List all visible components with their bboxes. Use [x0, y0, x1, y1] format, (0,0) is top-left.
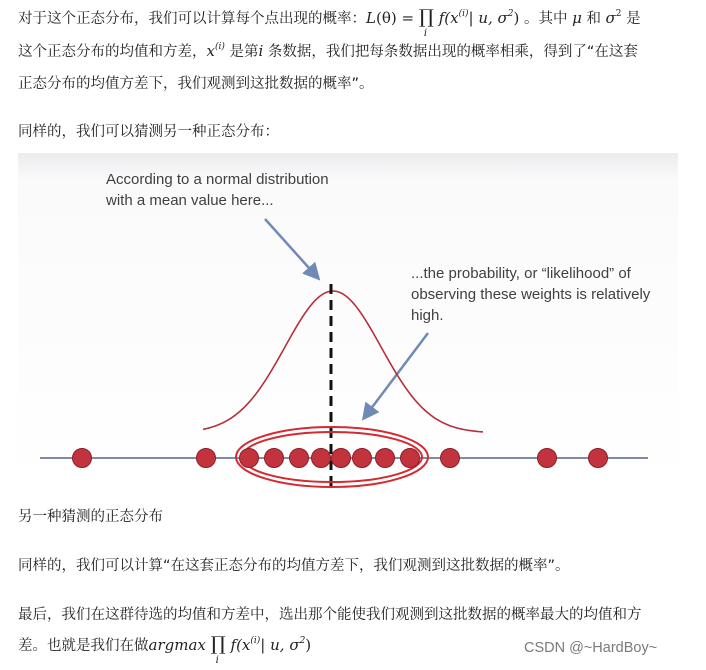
figure-caption: 另一种猜测的正态分布 — [18, 509, 163, 525]
annotation-mean: According to a normal distribution — [106, 171, 329, 188]
data-point — [376, 449, 395, 468]
paragraph-1-line-3: 正态分布的均值方差下，我们观测到这批数据的概率”。 — [18, 76, 374, 92]
likelihood-formula: L(θ) = ∏ i $f(x^{(i)}|$ u, $\sigma^2$) — [366, 6, 520, 39]
normal-distribution-figure — [18, 153, 678, 490]
annotation-likelihood-line-3: high. — [411, 307, 444, 324]
data-point — [401, 449, 420, 468]
paragraph-4-line-1: 最后，我们在这群待选的均值和方差中，选出那个能使我们观测到这批数据的概率最大的均值和方 — [18, 607, 642, 623]
paragraph-1-line-2: 这个正态分布的均值和方差，$x^{(i)}$ 是第i 条数据，我们把每条数据出现的概率相乘，得到了“在这套 — [18, 42, 638, 60]
paragraph-1-line-1: 对于这个正态分布，我们可以计算每个点出现的概率：L(θ) = ∏ i $f(x^{(i)}|$ u, $\sigma^2$) 。其中 μ 和 $\sigma^2$ 是 — [18, 6, 641, 39]
data-point — [589, 449, 608, 468]
data-point — [265, 449, 284, 468]
data-point — [312, 449, 331, 468]
paragraph-3: 同样的，我们可以计算“在这套正态分布的均值方差下，我们观测到这批数据的概率”。 — [18, 558, 570, 574]
data-point — [441, 449, 460, 468]
annotation-likelihood: ...the probability, or “likelihood” of — [411, 265, 631, 282]
annotation-likelihood-line-2: observing these weights is relatively — [411, 286, 651, 303]
data-point — [73, 449, 92, 468]
csdn-watermark: CSDN @~HardBoy~ — [524, 640, 658, 656]
data-point — [290, 449, 309, 468]
data-point — [538, 449, 557, 468]
data-point — [353, 449, 372, 468]
argmax-formula: argmax ∏ i $f(x^{(i)}|$ u, $\sigma^2$) — [148, 633, 312, 666]
data-point — [240, 449, 259, 468]
annotation-mean-line-2: with a mean value here... — [106, 192, 274, 209]
data-point — [197, 449, 216, 468]
paragraph-4-line-2: 差。也就是我们在做argmax ∏ i $f(x^{(i)}|$ u, $\sigma^2$) — [18, 633, 312, 666]
paragraph-2: 同样的，我们可以猜测另一种正态分布： — [18, 124, 279, 140]
data-point — [332, 449, 351, 468]
